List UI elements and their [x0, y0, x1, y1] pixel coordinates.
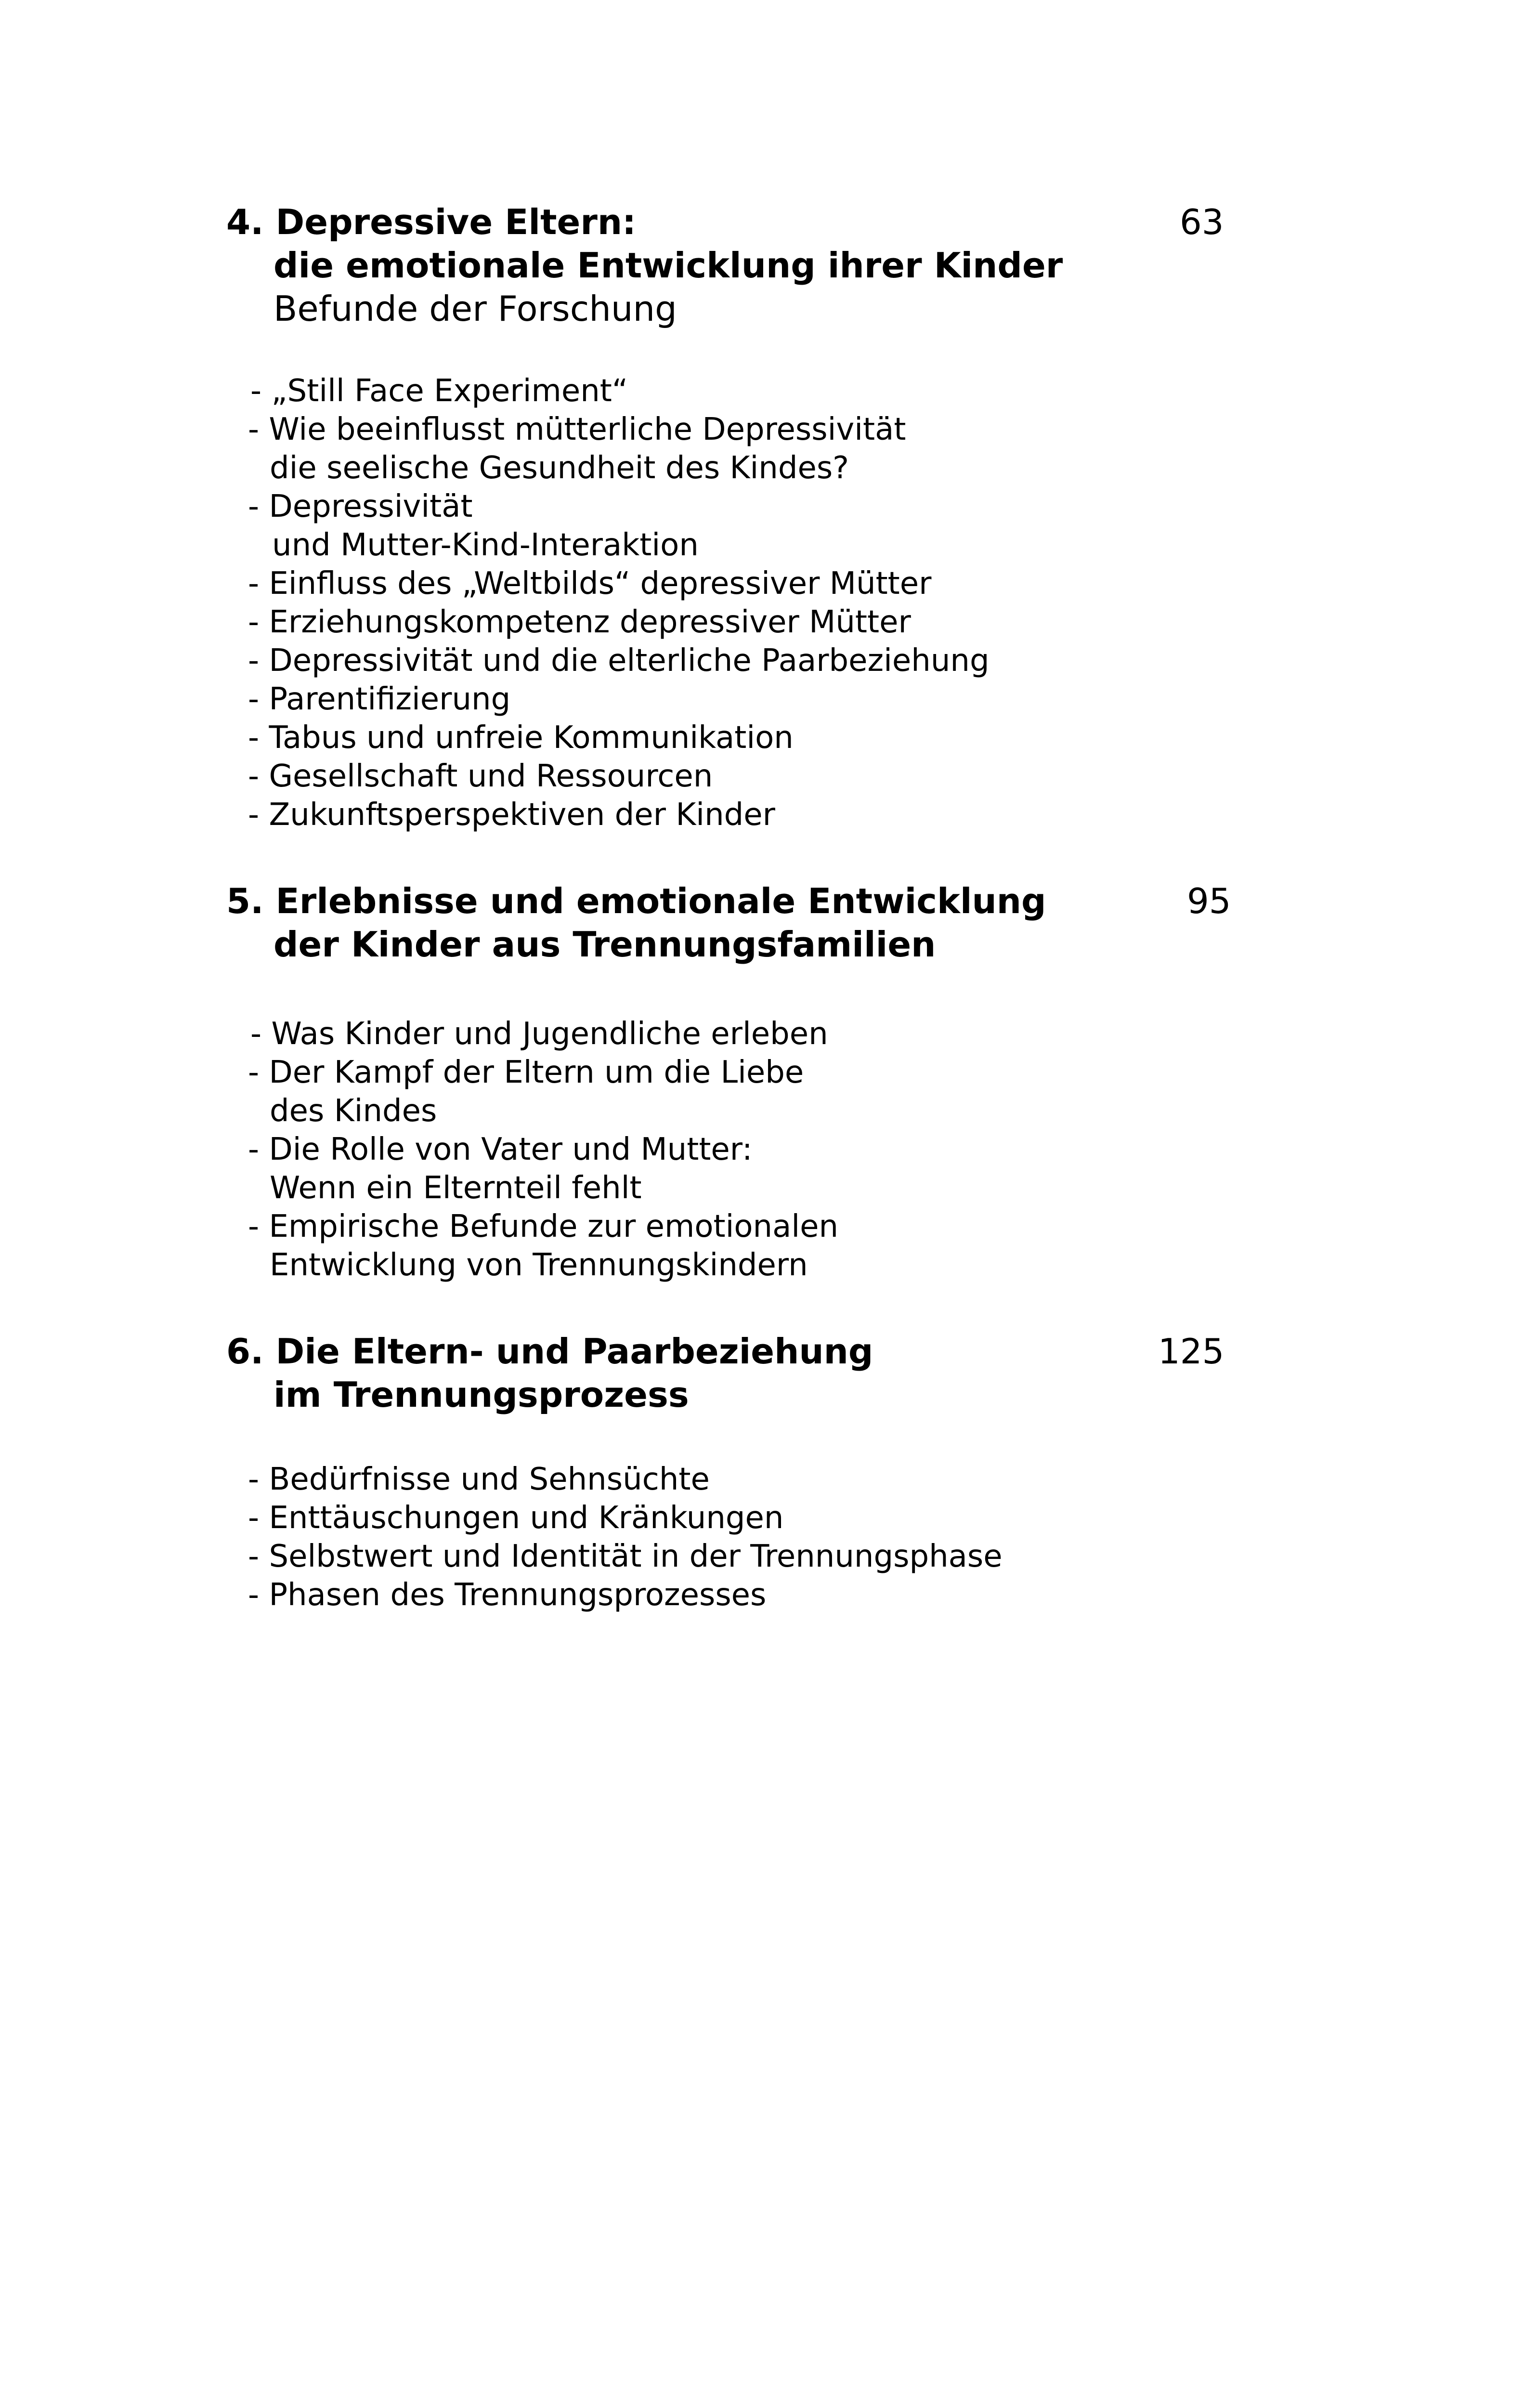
- toc-item: - Phasen des Trennungsprozesses: [248, 1577, 767, 1613]
- chapter-title-line-1: 4. Depressive Eltern:: [226, 202, 636, 242]
- toc-item: - Erziehungskompetenz depressiver Mütter: [248, 604, 911, 640]
- chapter-subtitle: Befunde der Forschung: [274, 288, 677, 329]
- toc-item: - Einfluss des „Weltbilds“ depressiver Mütter: [248, 566, 932, 602]
- toc-item: - Empirische Befunde zur emotionalen: [248, 1209, 839, 1244]
- toc-item: - Die Rolle von Vater und Mutter:: [248, 1132, 753, 1167]
- toc-item: - Tabus und unfreie Kommunikation: [248, 720, 794, 756]
- toc-item: - Wie beeinflusst mütterliche Depressivität: [248, 412, 906, 447]
- toc-item: - Zukunftsperspektiven der Kinder: [248, 797, 775, 833]
- chapter-title-line-2: die emotionale Entwicklung ihrer Kinder: [274, 245, 1063, 286]
- toc-item: - Der Kampf der Eltern um die Liebe: [248, 1055, 804, 1090]
- chapter-title-line-2: der Kinder aus Trennungsfamilien: [274, 924, 936, 965]
- toc-item-continuation: Entwicklung von Trennungskindern: [270, 1247, 808, 1283]
- chapter-title-line-2: im Trennungsprozess: [274, 1374, 689, 1415]
- toc-item-continuation: des Kindes: [270, 1093, 437, 1129]
- chapter-page-number: 95: [1187, 881, 1231, 921]
- toc-item: - Gesellschaft und Ressourcen: [248, 759, 713, 794]
- toc-item: - Was Kinder und Jugendliche erleben: [250, 1016, 828, 1052]
- toc-item-continuation: die seelische Gesundheit des Kindes?: [270, 450, 849, 486]
- toc-item: - Bedürfnisse und Sehnsüchte: [248, 1462, 710, 1497]
- toc-item-continuation: Wenn ein Elternteil fehlt: [270, 1170, 642, 1206]
- chapter-title-line-1: 5. Erlebnisse und emotionale Entwicklung: [226, 881, 1046, 921]
- toc-item: - Selbstwert und Identität in der Trennungsphase: [248, 1539, 1003, 1574]
- toc-item: - „Still Face Experiment“: [250, 373, 628, 409]
- toc-item: - Parentifizierung: [248, 681, 511, 717]
- chapter-page-number: 125: [1158, 1331, 1224, 1372]
- toc-item: - Depressivität: [248, 489, 473, 524]
- toc-item-continuation: und Mutter-Kind-Interaktion: [272, 527, 699, 563]
- chapter-page-number: 63: [1180, 202, 1224, 242]
- toc-item: - Enttäuschungen und Kränkungen: [248, 1500, 784, 1536]
- toc-item: - Depressivität und die elterliche Paarbeziehung: [248, 643, 990, 679]
- chapter-title-line-1: 6. Die Eltern- und Paarbeziehung: [226, 1331, 873, 1372]
